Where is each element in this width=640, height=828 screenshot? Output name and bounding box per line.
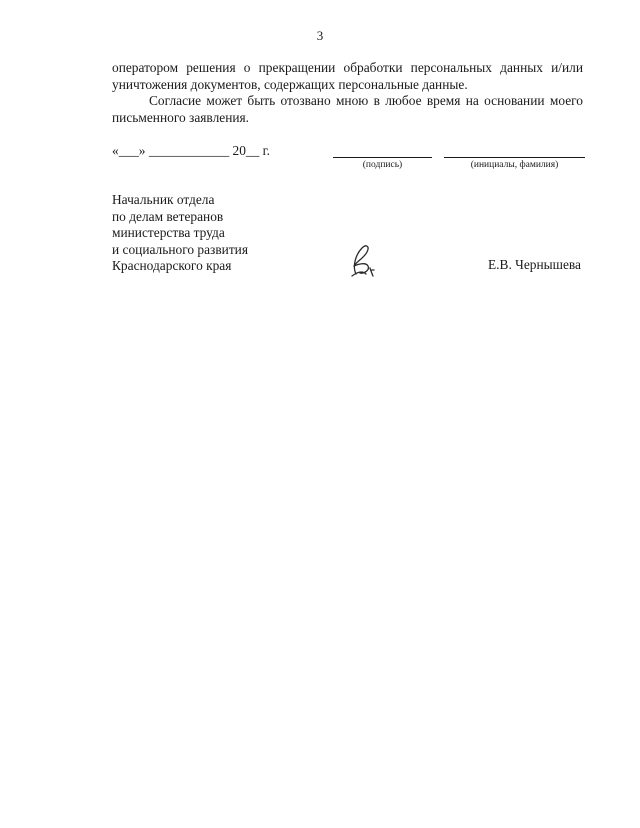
page-number: 3 (316, 28, 324, 43)
position-line: Краснодарского края (112, 258, 232, 273)
initials-blank-line (444, 157, 585, 158)
signer-position-block (112, 192, 248, 275)
position-line: министерства труда (112, 225, 225, 240)
handwritten-signature (342, 240, 382, 280)
signature-caption: (подпись) (362, 160, 403, 170)
signer-name: Е.В. Чернышева (487, 257, 581, 272)
paragraph-operator-decision: оператором решения о прекращении обработки персональных данных и/или уничтожения документов, содержащих персональные данные. (112, 60, 583, 92)
initials-caption: (инициалы, фамилия) (470, 160, 559, 170)
position-line: Начальник отдела (112, 192, 215, 207)
position-line: и социального развития (112, 241, 248, 257)
date-line: «___» ____________ 20__ г. (112, 143, 270, 158)
paragraph-consent-revocation: Согласие может быть отозвано мною в любое время на основании моего письменного заявления. (112, 93, 583, 125)
position-line: по делам ветеранов (112, 208, 224, 224)
signature-blank-line (333, 157, 432, 158)
